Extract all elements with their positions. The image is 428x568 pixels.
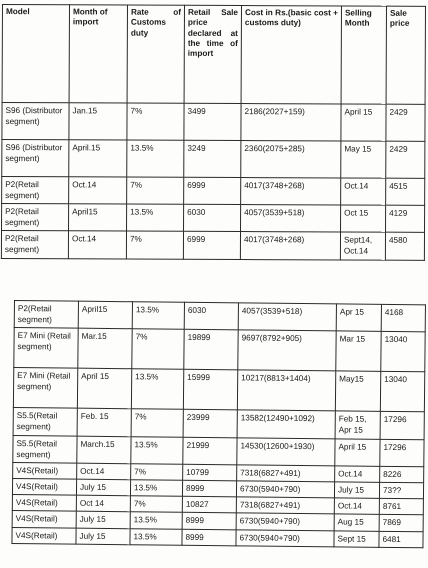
cell-retail-price: 6999 [183, 232, 240, 260]
cell-selling-month: April 15 [341, 104, 386, 141]
cell-month-of-import: March.15 [77, 436, 131, 464]
cell-retail-price: 10799 [183, 465, 237, 482]
cell-retail-price: 8999 [182, 529, 236, 546]
table-row [12, 527, 423, 547]
cell-cost: 4057(3539+518) [238, 303, 336, 331]
cell-model: S5.5(Retail segment) [13, 408, 77, 437]
cell-month-of-import: April15 [69, 204, 127, 231]
header-month-of-import: Month of import [69, 5, 127, 103]
header-rate-of-customs-duty: Rate of Customs duty [127, 5, 184, 103]
cell-sale-price: 4129 [386, 205, 425, 232]
header-cost: Cost in Rs.(basic cost + customs duty) [241, 6, 341, 104]
cell-selling-month: Feb 15, Apr 15 [335, 411, 380, 439]
cell-customs-rate: 13.5% [130, 528, 182, 545]
cell-selling-month: Oct.14 [334, 498, 379, 515]
cell-customs-rate: 13.5% [127, 140, 184, 177]
cell-sale-price: 4515 [386, 178, 425, 205]
cell-model: E7 Mini (Retail segment) [13, 368, 77, 409]
cell-selling-month: May15 [335, 371, 380, 411]
cell-sale-price: 17296 [380, 439, 424, 467]
cell-retail-price: 6030 [184, 302, 238, 330]
cell-retail-price: 6030 [184, 204, 241, 231]
cell-selling-month: Oct 15 [341, 205, 386, 232]
cell-customs-rate: 13.5% [131, 369, 183, 410]
cell-model: V4S(Retail) [12, 511, 76, 528]
cell-model: E7 Mini (Retail segment) [14, 328, 78, 369]
cell-sale-price: 7869 [379, 515, 423, 532]
cell-retail-price: 6999 [184, 177, 241, 204]
cell-month-of-import: Oct.14 [69, 177, 127, 204]
cell-model: V4S(Retail) [12, 495, 76, 512]
cell-cost: 7318(6827+491) [236, 497, 334, 514]
cell-selling-month: July 15 [334, 482, 379, 499]
cell-model: P2(Retail segment) [1, 231, 68, 259]
cell-retail-price: 3499 [184, 103, 241, 140]
cell-customs-rate: 7% [130, 496, 182, 513]
cell-month-of-import: Oct.14 [77, 463, 131, 480]
cell-cost: 7318(6827+491) [237, 465, 335, 482]
table-row [13, 436, 424, 467]
cell-cost: 2360(2075+285) [241, 141, 341, 178]
cell-sale-price: 2429 [386, 104, 425, 141]
cell-model: S5.5(Retail segment) [13, 436, 77, 464]
cell-model: S96 (Distributor segment) [2, 140, 69, 177]
cell-cost: 6730(5940+790) [236, 481, 334, 498]
cell-selling-month: Oct.14 [341, 178, 386, 205]
cell-retail-price: 3249 [184, 140, 241, 177]
cell-month-of-import: July 15 [76, 528, 130, 545]
cell-sale-price: 13040 [380, 371, 424, 411]
cell-selling-month: Sept14, Oct.14 [340, 232, 385, 260]
cell-model: V4S(Retail) [13, 463, 77, 480]
cell-month-of-import: Feb. 15 [77, 408, 131, 437]
table-row [13, 408, 424, 440]
table-row [13, 368, 424, 412]
cell-retail-price: 8999 [182, 481, 236, 498]
cell-customs-rate: 7% [131, 409, 183, 438]
cell-month-of-import: Oct 14 [76, 496, 130, 513]
cell-month-of-import: July 15 [76, 479, 130, 496]
cell-sale-price: 8226 [380, 467, 424, 484]
cell-retail-price: 19899 [184, 329, 238, 370]
cell-customs-rate: 13.5% [130, 480, 182, 497]
cell-retail-price: 21999 [183, 437, 237, 465]
cell-sale-price: 17296 [380, 411, 424, 439]
cell-customs-rate: 13.5% [127, 204, 184, 231]
cell-selling-month: April 15 [335, 439, 380, 467]
cell-customs-rate: 7% [127, 177, 184, 204]
import-cost-table-bottom [11, 300, 426, 548]
table-row [14, 328, 425, 372]
cell-sale-price: 4168 [381, 304, 425, 332]
cell-model: S96 (Distributor segment) [2, 103, 69, 140]
header-model: Model [2, 5, 69, 103]
cell-customs-rate: 7% [131, 464, 183, 481]
table-row [14, 301, 425, 332]
cell-sale-price: 6481 [379, 531, 423, 548]
cell-retail-price: 8999 [182, 513, 236, 530]
cell-model: V4S(Retail) [12, 479, 76, 496]
table-header-row [2, 5, 425, 105]
cell-retail-price: 23999 [183, 409, 237, 438]
cell-model: P2(Retail segment) [2, 204, 69, 231]
cell-sale-price: 4580 [385, 232, 424, 260]
table-row [2, 140, 425, 179]
cell-selling-month: Sept 15 [334, 530, 379, 547]
cell-cost: 6730(5940+790) [236, 529, 334, 546]
cell-customs-rate: 13.5% [130, 512, 182, 529]
cell-cost: 4057(3539+518) [241, 205, 341, 233]
cell-customs-rate: 13.5% [131, 437, 183, 465]
cell-sale-price: 2429 [386, 141, 425, 178]
cell-sale-price: 8761 [379, 499, 423, 516]
cell-month-of-import: July 15 [76, 512, 130, 529]
import-cost-table-top [1, 4, 426, 261]
cell-selling-month: May 15 [341, 141, 386, 178]
cell-month-of-import: April 15 [77, 368, 131, 409]
cell-retail-price: 15999 [183, 369, 237, 410]
cell-customs-rate: 7% [127, 103, 184, 140]
cell-cost: 14530(12600+1930) [237, 438, 335, 466]
table-row [2, 103, 425, 142]
cell-month-of-import: Jan.15 [69, 103, 127, 140]
cell-sale-price: 73?? [379, 483, 423, 500]
cell-selling-month: Apr 15 [336, 304, 381, 332]
cell-cost: 4017(3748+268) [240, 232, 340, 260]
cell-model: V4S(Retail) [12, 527, 76, 544]
cell-customs-rate: 7% [126, 231, 183, 259]
cell-selling-month: Oct.14 [335, 466, 380, 483]
cell-sale-price: 13040 [381, 331, 425, 371]
table-row [2, 177, 425, 206]
cell-month-of-import: Mar.15 [78, 328, 132, 369]
cell-model: P2(Retail segment) [14, 301, 78, 329]
table-row [1, 231, 424, 261]
cell-customs-rate: 13.5% [132, 302, 184, 330]
header-selling-month: Selling Month [341, 6, 386, 104]
table-row [2, 204, 425, 233]
cell-retail-price: 10827 [182, 497, 236, 514]
cell-selling-month: Aug 15 [334, 514, 379, 531]
cell-cost: 13582(12490+1092) [237, 410, 335, 439]
cell-selling-month: Mar 15 [336, 331, 381, 371]
header-retail-sale-price: Retail Sale price declared at the time of import [184, 5, 241, 103]
cell-cost: 6730(5940+790) [236, 513, 334, 530]
cell-cost: 9697(8792+905) [238, 330, 336, 371]
cell-month-of-import: April.15 [69, 140, 127, 177]
cell-cost: 2186(2027+159) [241, 104, 341, 141]
cell-month-of-import: Oct.14 [68, 231, 126, 259]
cell-month-of-import: April15 [78, 301, 132, 329]
header-sale-price: Sale price [386, 6, 425, 104]
cell-cost: 4017(3748+268) [241, 178, 341, 206]
cell-cost: 10217(8813+1404) [237, 370, 335, 411]
cell-customs-rate: 7% [132, 329, 184, 370]
cell-model: P2(Retail segment) [2, 177, 69, 204]
